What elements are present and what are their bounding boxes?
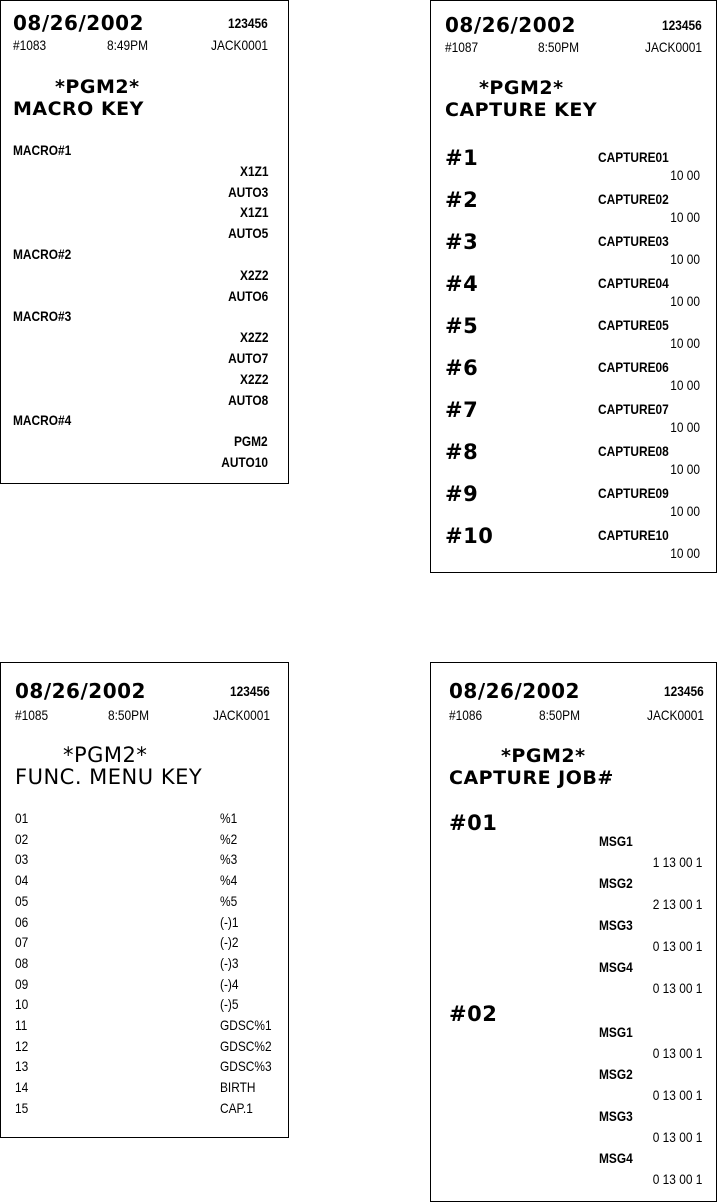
capture-number: #9	[445, 482, 479, 506]
msg-name: MSG1	[599, 1024, 633, 1040]
func-number: 08	[15, 955, 29, 971]
capture-name: CAPTURE04	[598, 275, 669, 291]
report-title: MACRO KEY	[13, 98, 144, 120]
capture-number: #7	[445, 398, 479, 422]
macro-value: PGM2	[234, 433, 268, 449]
func-number: 05	[15, 893, 29, 909]
receipt-date: 08/26/2002	[15, 679, 146, 703]
capture-name: CAPTURE09	[598, 485, 669, 501]
mode-label: *PGM2*	[479, 77, 564, 99]
mode-label: *PGM2*	[63, 743, 148, 767]
macro-value: X2Z2	[239, 329, 268, 345]
capture-name: CAPTURE02	[598, 191, 669, 207]
macro-value: AUTO7	[227, 350, 268, 366]
report-title: CAPTURE KEY	[445, 99, 598, 121]
job-number: #01	[449, 811, 498, 835]
macro-value: X1Z1	[239, 204, 268, 220]
machine-number: 123456	[664, 683, 704, 699]
receipt-time: 8:50PM	[108, 707, 150, 723]
macro-label: MACRO#2	[13, 246, 72, 262]
consecutive-number: #1083	[13, 37, 47, 53]
capture-name: CAPTURE08	[598, 443, 669, 459]
machine-number: 123456	[230, 683, 270, 699]
receipt-date: 08/26/2002	[445, 13, 576, 37]
report-title: CAPTURE JOB#	[449, 767, 614, 789]
msg-value: 0 13 00 1	[652, 1087, 702, 1103]
capture-number: #3	[445, 230, 479, 254]
capture-amount: 10 00	[670, 503, 700, 519]
func-name: (-)1	[220, 914, 239, 930]
capture-name: CAPTURE10	[598, 527, 669, 543]
func-number: 03	[15, 851, 29, 867]
msg-value: 1 13 00 1	[652, 854, 702, 870]
func-number: 11	[15, 1017, 28, 1033]
capture-amount: 10 00	[670, 209, 700, 225]
receipt-func-menu-key	[0, 662, 289, 1138]
machine-number: 123456	[228, 15, 268, 31]
mode-label: *PGM2*	[501, 745, 586, 767]
macro-label: MACRO#3	[13, 308, 72, 324]
mode-label: *PGM2*	[55, 76, 140, 98]
clerk-code: JACK0001	[211, 37, 268, 53]
msg-value: 2 13 00 1	[652, 896, 702, 912]
func-name: (-)5	[220, 996, 239, 1012]
msg-name: MSG2	[599, 1066, 633, 1082]
msg-value: 0 13 00 1	[652, 938, 702, 954]
func-number: 09	[15, 976, 29, 992]
macro-value: AUTO5	[227, 225, 268, 241]
clerk-code: JACK0001	[645, 39, 702, 55]
capture-name: CAPTURE05	[598, 317, 669, 333]
capture-number: #5	[445, 314, 479, 338]
capture-amount: 10 00	[670, 293, 700, 309]
capture-amount: 10 00	[670, 251, 700, 267]
func-name: (-)3	[220, 955, 239, 971]
func-number: 04	[15, 872, 29, 888]
receipt-macro-key	[0, 0, 289, 484]
func-number: 06	[15, 914, 29, 930]
func-number: 07	[15, 934, 29, 950]
capture-amount: 10 00	[670, 377, 700, 393]
macro-value: AUTO10	[221, 454, 268, 470]
func-name: (-)4	[220, 976, 239, 992]
msg-value: 0 13 00 1	[652, 1171, 702, 1187]
msg-name: MSG3	[599, 1108, 633, 1124]
macro-value: X2Z2	[239, 267, 268, 283]
report-title: FUNC. MENU KEY	[15, 765, 203, 789]
capture-number: #4	[445, 272, 479, 296]
func-number: 14	[15, 1079, 29, 1095]
msg-name: MSG2	[599, 875, 633, 891]
capture-amount: 10 00	[670, 167, 700, 183]
func-name: %1	[220, 810, 238, 826]
func-number: 13	[15, 1058, 29, 1074]
clerk-code: JACK0001	[647, 707, 704, 723]
func-name: %3	[220, 851, 238, 867]
func-number: 15	[15, 1100, 29, 1116]
func-name: %4	[220, 872, 238, 888]
msg-name: MSG4	[599, 1150, 633, 1166]
consecutive-number: #1086	[449, 707, 483, 723]
machine-number: 123456	[662, 17, 702, 33]
capture-name: CAPTURE01	[598, 149, 669, 165]
macro-label: MACRO#4	[13, 412, 72, 428]
capture-amount: 10 00	[670, 419, 700, 435]
capture-number: #2	[445, 188, 479, 212]
capture-name: CAPTURE03	[598, 233, 669, 249]
msg-name: MSG3	[599, 917, 633, 933]
macro-value: AUTO8	[227, 392, 268, 408]
func-name: %5	[220, 893, 238, 909]
msg-name: MSG1	[599, 833, 633, 849]
job-number: #02	[449, 1002, 498, 1026]
func-name: GDSC%3	[220, 1058, 272, 1074]
capture-number: #1	[445, 146, 479, 170]
msg-name: MSG4	[599, 959, 633, 975]
msg-value: 0 13 00 1	[652, 1129, 702, 1145]
receipt-time: 8:49PM	[107, 37, 149, 53]
receipt-date: 08/26/2002	[449, 679, 580, 703]
capture-amount: 10 00	[670, 545, 700, 561]
capture-amount: 10 00	[670, 335, 700, 351]
macro-value: AUTO6	[227, 288, 268, 304]
capture-number: #6	[445, 356, 479, 380]
func-number: 02	[15, 831, 29, 847]
func-name: BIRTH	[220, 1079, 256, 1095]
receipt-time: 8:50PM	[538, 39, 580, 55]
func-name: CAP.1	[220, 1100, 253, 1116]
func-name: %2	[220, 831, 238, 847]
macro-label: MACRO#1	[13, 142, 72, 158]
consecutive-number: #1087	[445, 39, 479, 55]
macro-value: X1Z1	[239, 163, 268, 179]
msg-value: 0 13 00 1	[652, 1045, 702, 1061]
func-number: 01	[15, 810, 29, 826]
clerk-code: JACK0001	[213, 707, 270, 723]
macro-value: X2Z2	[239, 371, 268, 387]
func-name: (-)2	[220, 934, 239, 950]
receipt-time: 8:50PM	[539, 707, 581, 723]
func-name: GDSC%2	[220, 1038, 272, 1054]
capture-name: CAPTURE07	[598, 401, 669, 417]
func-name: GDSC%1	[220, 1017, 272, 1033]
receipt-date: 08/26/2002	[13, 11, 144, 35]
macro-value: AUTO3	[227, 184, 268, 200]
msg-value: 0 13 00 1	[652, 980, 702, 996]
func-number: 10	[15, 996, 29, 1012]
func-number: 12	[15, 1038, 29, 1054]
consecutive-number: #1085	[15, 707, 49, 723]
capture-amount: 10 00	[670, 461, 700, 477]
capture-name: CAPTURE06	[598, 359, 669, 375]
receipt-capture-key	[430, 0, 717, 573]
capture-number: #10	[445, 524, 494, 548]
capture-number: #8	[445, 440, 479, 464]
receipt-capture-job	[430, 662, 717, 1202]
